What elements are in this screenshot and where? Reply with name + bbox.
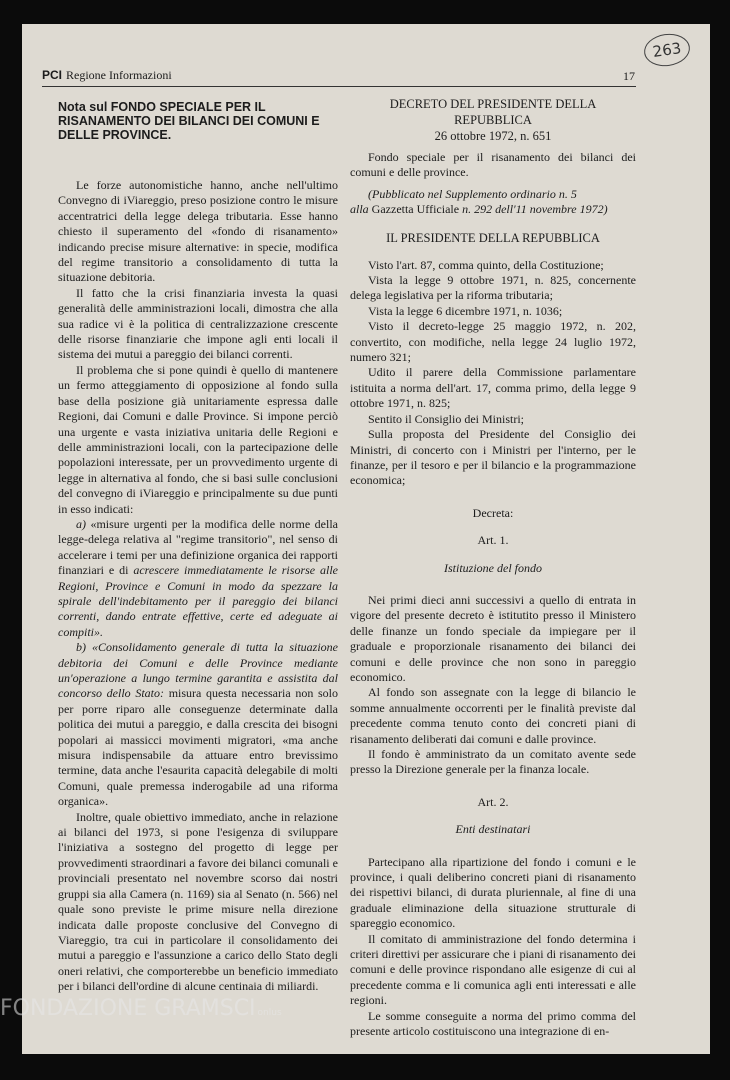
publication-note-number: n. 292 dell'11 novembre 1972): [462, 202, 608, 217]
point-b-italic: «Consolidamento generale di tutta la situazione debitoria dei Comuni e delle Province mediante un'operazione a lungo termine garantita e assistita dal concorso dello Stato:: [58, 640, 338, 701]
point-a: [58, 517, 338, 640]
header-org: PCI: [42, 68, 63, 82]
preamble-item: Visto l'art. 87, comma quinto, della Costituzione;: [368, 257, 604, 272]
point-a-italic: acrescere immediatamente le risorse alle Regioni, Province e Comuni in modo da spezzare la spirale dell'indebitamento per il pareggio dei bilanci correnti, dando entrate effettive, certe ed adeguate ai compiti».: [58, 563, 338, 639]
header-publication: Regione Informazioni: [66, 68, 172, 82]
decreta-heading: Decreta:: [472, 505, 514, 520]
paragraph: Partecipano alla ripartizione del fondo i comuni e le province, i quali deliberino concreti piani di risanamento dei rispettivi bilanci, di durata pluriennale, al fine di una graduale eliminazione della situazione strutturale di spareggio economico.: [350, 854, 636, 931]
publication-note-gazzetta: Gazzetta Ufficiale: [371, 202, 460, 217]
preamble-item: Sentito il Consiglio dei Ministri;: [368, 411, 525, 426]
paragraph: Le somme conseguite a norma del primo comma del presente articolo costituiscono una integrazione di en-: [350, 1008, 636, 1039]
point-b-label: b): [76, 640, 86, 655]
page-number: 17: [623, 69, 635, 83]
paragraph: Il comitato di amministrazione del fondo determina i criteri direttivi per assicurare che i piani di risanamento dei comuni e delle province rispondano alle esigenze di cui al precedente comma e li comunica agli enti interessati e alle regioni.: [350, 931, 636, 1008]
point-b-text: misura questa necessaria non solo per porre riparo alle conseguenze determinate dalla politica dei mutui a pareggio, e dalla crescita dei bisogni popolari ai massicci movimenti migratori, «ma anche misura indispensabile da attuare entro brevissimo termine, data anche l'esaurita capacità delegabile di molti Comuni, quale premessa inderogabile ad una riforma organica».: [58, 686, 339, 809]
header-rule: [42, 86, 636, 87]
preamble-item: Visto il decreto-legge 25 maggio 1972, n. 202, convertito, con modifiche, nella legge 24 luglio 1972, numero 321;: [350, 319, 636, 365]
article-2-heading: Art. 2.: [477, 794, 509, 809]
point-a-text: «misure urgenti per la modifica delle norme della legge-delega relativa al "regime transitorio", nel senso di accelerare i temi per una definizione organica dei rapporti finanziari e di: [58, 516, 338, 578]
right-column: [350, 96, 636, 1040]
paragraph: Inoltre, quale obiettivo immediato, anche in relazione ai bilanci del 1973, si pone l'esigenza di sviluppare l'iniziativa a sostegno del progetto di legge per provvedimenti straordinari a favore dei bilanci comunali e provinciali presentato nel novembre scorso dai nostri gruppi sia alla Camera (n. 1169) sia al Senato (n. 566) nel quale sono previste le prime misure nella direzione indicata dalle proposte conclusive del Convegno di Viareggio, tra cui in particolare il consolidamento dei mutui a pareggio e l'assunzione a carico dello Stato degli oneri relativi, che comporterebbe un beneficio immediato per i bilanci dell'ordine di alcune centinaia di miliardi.: [58, 809, 338, 994]
watermark-logo: [0, 996, 282, 1021]
preamble-item: Vista la legge 9 ottobre 1971, n. 825, concernente delega legislativa per la riforma tributaria;: [350, 273, 636, 303]
paragraph: Nei primi dieci anni successivi a quello di entrata in vigore del presente decreto è istitutito presso il Ministero delle finanze un fondo speciale da impiegare per il graduale e proporzionale risanamento dei bilanci dei comuni e delle province che non sono in pareggio economico.: [350, 592, 636, 684]
watermark-text: FONDAZIONE GRAMSCI: [0, 996, 256, 1021]
paragraph: Il fatto che la crisi finanziaria investa la quasi generalità delle amministrazioni locali, dimostra che alla sua radice vi è la politica di centralizzazione crescente delle risorse finanziarie che impone agli enti locali il sistema dei mutui a pareggio dei bilanci correnti.: [58, 285, 338, 362]
president-heading: IL PRESIDENTE DELLA REPUBBLICA: [386, 230, 600, 245]
decree-title: DECRETO DEL PRESIDENTE DELLA REPUBBLICA: [389, 97, 597, 127]
paragraph: Le forze autonomistiche hanno, anche nell'ultimo Convegno di iViareggio, preso posizione contro le misure accentratrici della legge delega tributaria. Esse hanno chiesto il superamento del «fondo di risanamento» indicando precise misure alternative: in specie, modifica del regime transitorio a consolidamento di tutta la situazione debitoria.: [58, 178, 338, 285]
decree-date: 26 ottobre 1972, n. 651: [434, 129, 552, 143]
preamble-item: Vista la legge 6 dicembre 1971, n. 1036;: [368, 303, 563, 318]
watermark-suffix: onlus: [257, 1008, 282, 1018]
paragraph: Il problema che si pone quindi è quello di mantenere un fermo atteggiamento di opposizione al fondo sulla base della posizione già unitariamente espressa dalle Regioni, dai Comuni e dalle Province. Si impone perciò una urgente e vasta iniziativa unitaria delle Regioni e delle amministrazioni locali, con la partecipazione delle popolazioni interessate, per un provvedimento urgente di legge in alternativa al fondo, che si basi sulle conclusioni del convegno di iViareggio e principalmente su due punti in esso indicati:: [58, 362, 338, 516]
publication-note-line1: (Pubblicato nel Supplemento ordinario n. 5: [368, 186, 577, 201]
preamble-item: Sulla proposta del Presidente del Consiglio dei Ministri, di concerto con i Ministri per l'interno, per le finanze, per il tesoro e per il bilancio e la programmazione economica;: [350, 427, 636, 488]
article-1-heading: Art. 1.: [477, 533, 509, 548]
handwritten-page-number: 263: [642, 31, 692, 69]
paragraph: Il fondo è amministrato da un comitato avente sede presso la Direzione generale per la finanza locale.: [350, 747, 636, 777]
running-header: [42, 68, 172, 83]
point-b: [58, 640, 338, 809]
note-title: Nota sul FONDO SPECIALE PER IL RISANAMENTO DEI BILANCI DEI COMUNI E DELLE PROVINCE.: [58, 100, 320, 142]
left-column: [58, 96, 338, 995]
preamble-item: Udito il parere della Commissione parlamentare istituita a norma dell'art. 17, comma primo, della legge 9 ottobre 1971, n. 825;: [350, 365, 636, 411]
article-2-title: Enti destinatari: [455, 822, 531, 837]
point-a-label: a): [76, 516, 86, 531]
publication-note-alla: alla: [350, 202, 369, 217]
document-page: [22, 24, 710, 1054]
article-1-title: Istituzione del fondo: [444, 560, 542, 575]
decree-subject: Fondo speciale per il risanamento dei bilanci dei comuni e delle province.: [350, 150, 636, 180]
publication-note: [350, 187, 636, 218]
paragraph: Al fondo son assegnate con la legge di bilancio le somme annualmente occorrenti per le finalità previste dal precedente comma tenuto conto dei concreti piani di risanamento deliberati dai comuni e dalle province.: [350, 685, 636, 746]
